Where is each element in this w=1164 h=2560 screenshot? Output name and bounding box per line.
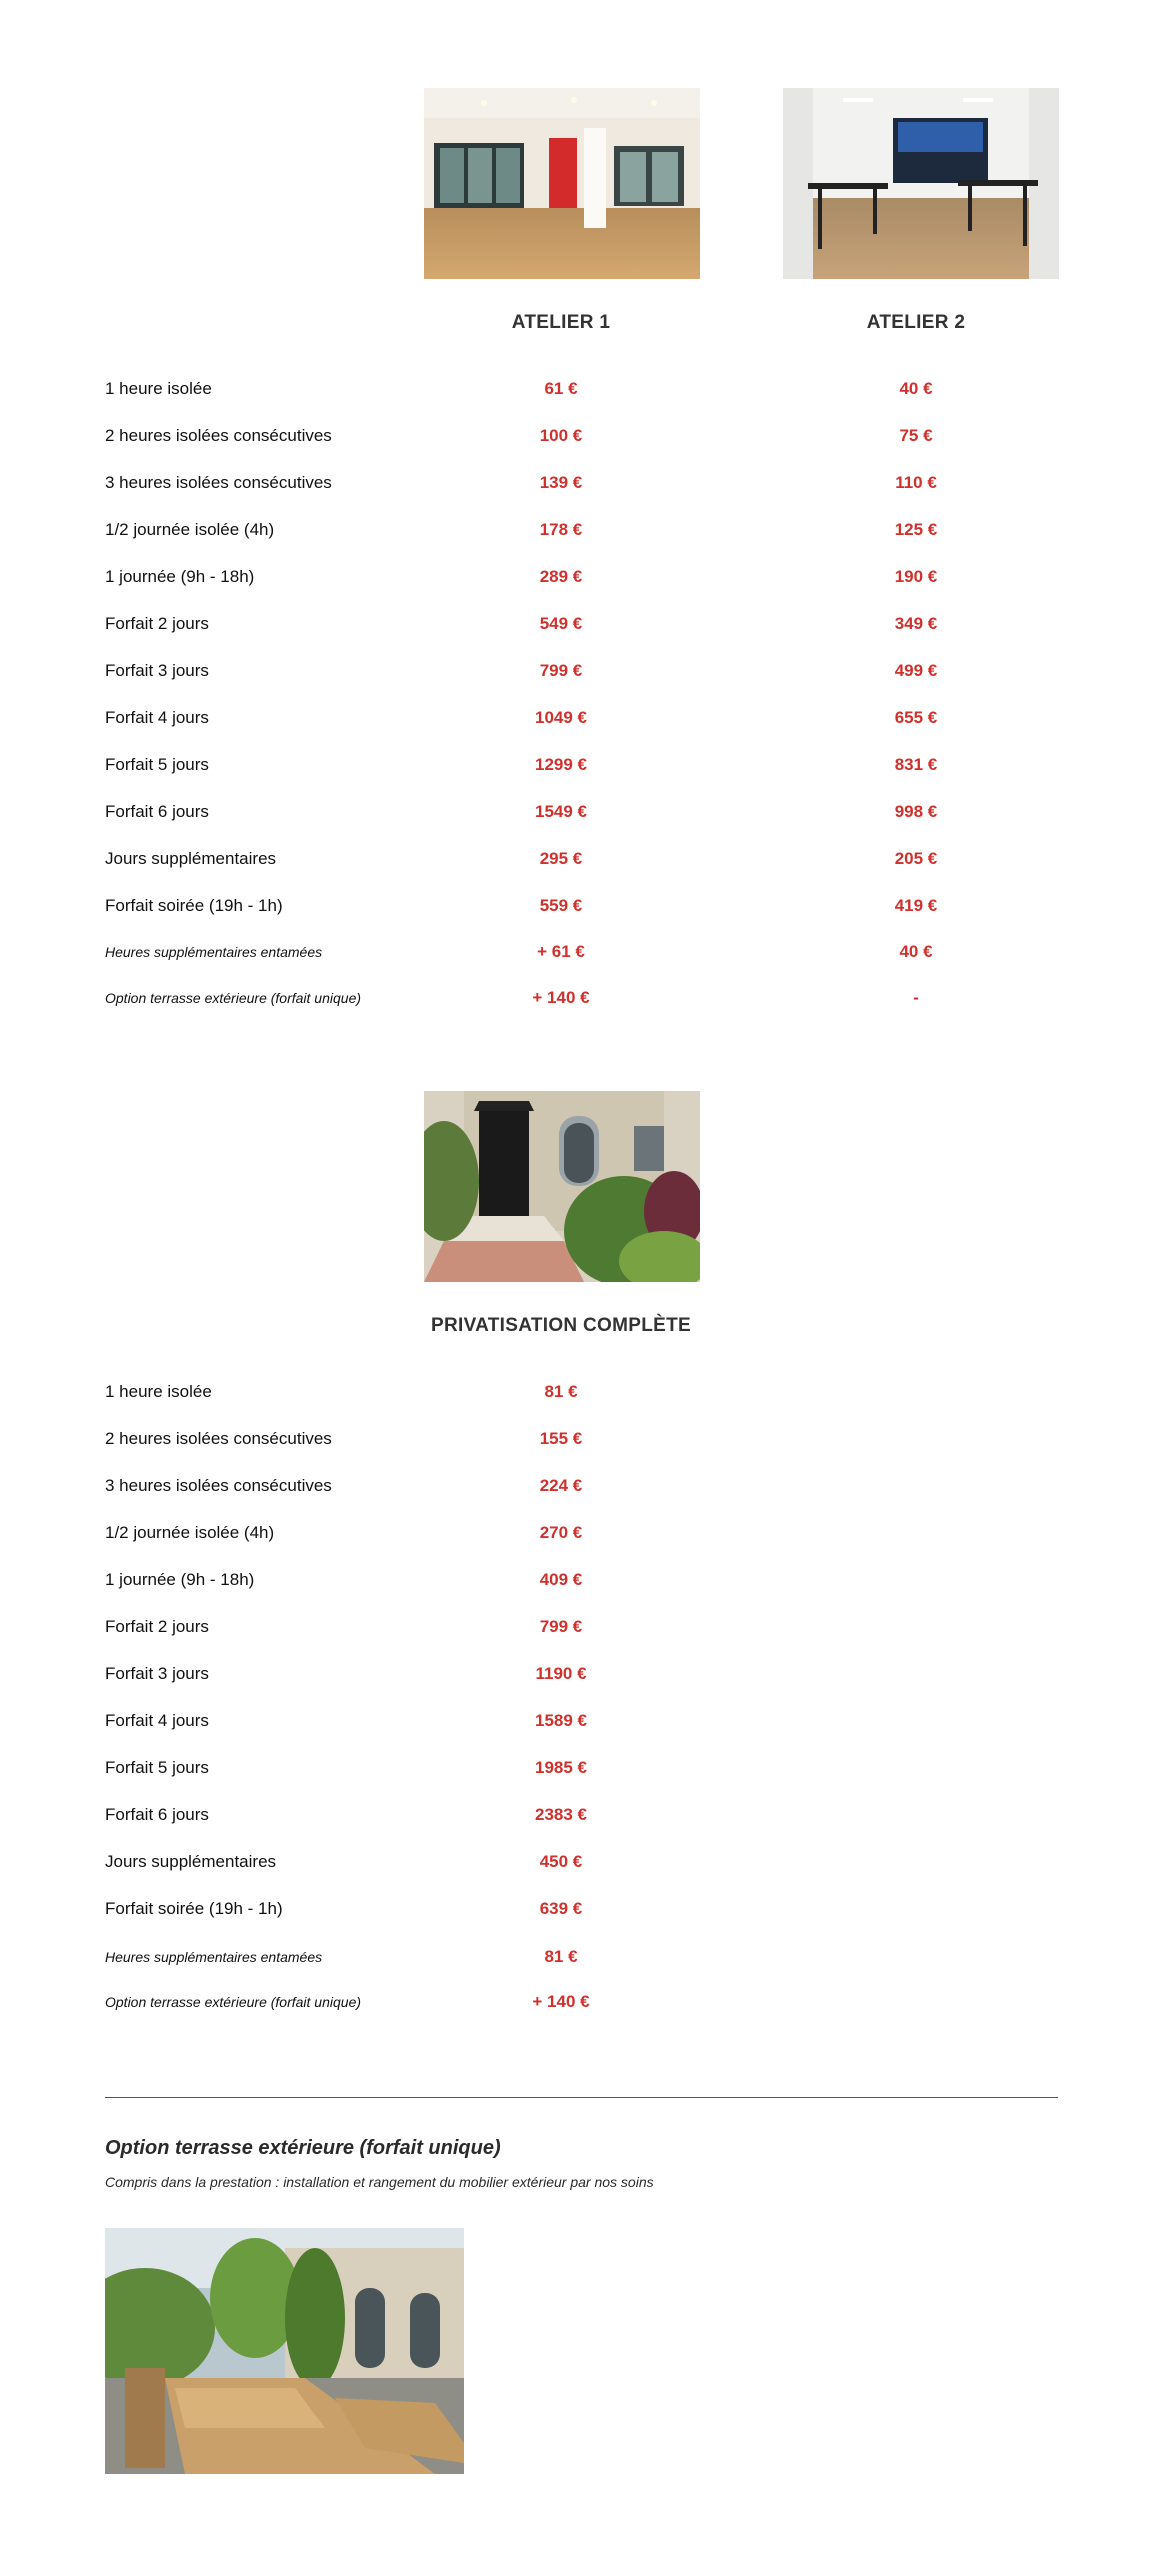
atelier-2-price: 998 €: [894, 802, 938, 821]
table-row: [0, 1565, 1164, 1595]
terrace-option-description: Compris dans la prestation : installation et rangement du mobilier extérieur par nos soins: [105, 2174, 654, 2190]
table-row: [0, 656, 1164, 686]
terrace-option-title: Option terrasse extérieure (forfait unique): [105, 2137, 501, 2159]
row-label: Forfait 5 jours: [105, 1758, 209, 1777]
row-label: Option terrasse extérieure (forfait unique): [105, 1994, 362, 2010]
row-label: Forfait 6 jours: [105, 1805, 209, 1824]
privatisation-price: 270 €: [539, 1523, 583, 1542]
table-row: [0, 515, 1164, 545]
row-label: Forfait 3 jours: [105, 1664, 209, 1683]
table-row: [0, 1753, 1164, 1783]
atelier-2-price: 125 €: [894, 520, 938, 539]
row-label: Forfait 3 jours: [105, 661, 209, 680]
privatisation-price: 81 €: [544, 1947, 578, 1966]
table-row: [0, 1847, 1164, 1877]
privatisation-price: 2383 €: [535, 1805, 587, 1824]
row-label: 1/2 journée isolée (4h): [105, 520, 275, 539]
atelier-2-price: -: [913, 988, 919, 1007]
row-label: 3 heures isolées consécutives: [105, 1476, 332, 1495]
table-row: [0, 797, 1164, 827]
atelier-2-price: 40 €: [899, 379, 933, 398]
atelier-1-price: 139 €: [539, 473, 583, 492]
atelier-2-price: 419 €: [894, 896, 938, 915]
table-row: [0, 891, 1164, 921]
atelier-1-price: 1049 €: [535, 708, 587, 727]
row-label: Heures supplémentaires entamées: [105, 1949, 323, 1965]
atelier-1-price: 799 €: [539, 661, 583, 680]
row-label: Forfait 4 jours: [105, 1711, 209, 1730]
atelier-2-price: 75 €: [899, 426, 933, 445]
row-label: 3 heures isolées consécutives: [105, 473, 332, 492]
row-label: Forfait 4 jours: [105, 708, 209, 727]
atelier-1-price: 289 €: [539, 567, 583, 586]
atelier-2-price: 40 €: [899, 942, 933, 961]
row-label: 2 heures isolées consécutives: [105, 1429, 332, 1448]
privatisation-price: 1190 €: [535, 1664, 587, 1683]
atelier-1-price: 178 €: [539, 520, 583, 539]
privatisation-price: 224 €: [539, 1476, 583, 1495]
row-label: Heures supplémentaires entamées: [105, 944, 323, 960]
table-row: [0, 562, 1164, 592]
table-row: [0, 1894, 1164, 1924]
table-row: [0, 1377, 1164, 1407]
privatisation-price: 409 €: [539, 1570, 583, 1589]
table-row: [0, 1424, 1164, 1454]
table-row: [0, 937, 1164, 967]
privatisation-title: PRIVATISATION COMPLÈTE: [431, 1315, 691, 1336]
table-row: [0, 1659, 1164, 1689]
table-row: [0, 844, 1164, 874]
row-label: Forfait 2 jours: [105, 1617, 209, 1636]
atelier-1-price: + 61 €: [537, 942, 585, 961]
privatisation-photo: [424, 1091, 700, 1282]
atelier-1-price: 100 €: [539, 426, 583, 445]
table-row: [0, 421, 1164, 451]
atelier-2-price: 831 €: [894, 755, 938, 774]
atelier-2-price: 655 €: [894, 708, 938, 727]
table-row: [0, 1987, 1164, 2017]
row-label: Forfait 6 jours: [105, 802, 209, 821]
table-row: [0, 1706, 1164, 1736]
atelier-2-price: 349 €: [894, 614, 938, 633]
table-row: [0, 1942, 1164, 1972]
row-label: 1 heure isolée: [105, 1382, 212, 1401]
row-label: 1 journée (9h - 18h): [105, 1570, 255, 1589]
atelier-2-price: 499 €: [894, 661, 938, 680]
row-label: Jours supplémentaires: [105, 849, 277, 868]
atelier-2-price: 190 €: [894, 567, 938, 586]
table-row: [0, 703, 1164, 733]
row-label: 1/2 journée isolée (4h): [105, 1523, 275, 1542]
row-label: 1 journée (9h - 18h): [105, 567, 255, 586]
table-row: [0, 1612, 1164, 1642]
row-label: Forfait 2 jours: [105, 614, 209, 633]
privatisation-price: 155 €: [539, 1429, 583, 1448]
table-row: [0, 750, 1164, 780]
atelier-1-price: 61 €: [544, 379, 578, 398]
section-divider: [105, 2097, 1058, 2098]
privatisation-price: 1985 €: [535, 1758, 587, 1777]
atelier-2-title: ATELIER 2: [866, 312, 966, 333]
atelier-1-price: 549 €: [539, 614, 583, 633]
atelier-1-price: + 140 €: [532, 988, 590, 1007]
atelier-2-price: 205 €: [894, 849, 938, 868]
atelier-1-photo: [424, 88, 700, 279]
table-row: [0, 1471, 1164, 1501]
table-row: [0, 1800, 1164, 1830]
privatisation-price: 799 €: [539, 1617, 583, 1636]
atelier-1-price: 1549 €: [535, 802, 587, 821]
row-label: Forfait 5 jours: [105, 755, 209, 774]
table-row: [0, 983, 1164, 1013]
privatisation-price: 81 €: [544, 1382, 578, 1401]
terrace-photo: [105, 2228, 464, 2474]
atelier-1-title: ATELIER 1: [511, 312, 611, 333]
atelier-1-price: 1299 €: [535, 755, 587, 774]
table-row: [0, 1518, 1164, 1548]
row-label: Forfait soirée (19h - 1h): [105, 1899, 283, 1918]
privatisation-price: 1589 €: [535, 1711, 587, 1730]
table-row: [0, 468, 1164, 498]
atelier-2-photo: [783, 88, 1059, 279]
atelier-1-price: 559 €: [539, 896, 583, 915]
row-label: Option terrasse extérieure (forfait unique): [105, 990, 362, 1006]
row-label: 1 heure isolée: [105, 379, 212, 398]
table-row: [0, 374, 1164, 404]
privatisation-price: 639 €: [539, 1899, 583, 1918]
atelier-1-price: 295 €: [539, 849, 583, 868]
privatisation-price: + 140 €: [532, 1992, 590, 2011]
row-label: Jours supplémentaires: [105, 1852, 277, 1871]
atelier-2-price: 110 €: [895, 473, 937, 492]
table-row: [0, 609, 1164, 639]
privatisation-price: 450 €: [539, 1852, 583, 1871]
row-label: Forfait soirée (19h - 1h): [105, 896, 283, 915]
row-label: 2 heures isolées consécutives: [105, 426, 332, 445]
